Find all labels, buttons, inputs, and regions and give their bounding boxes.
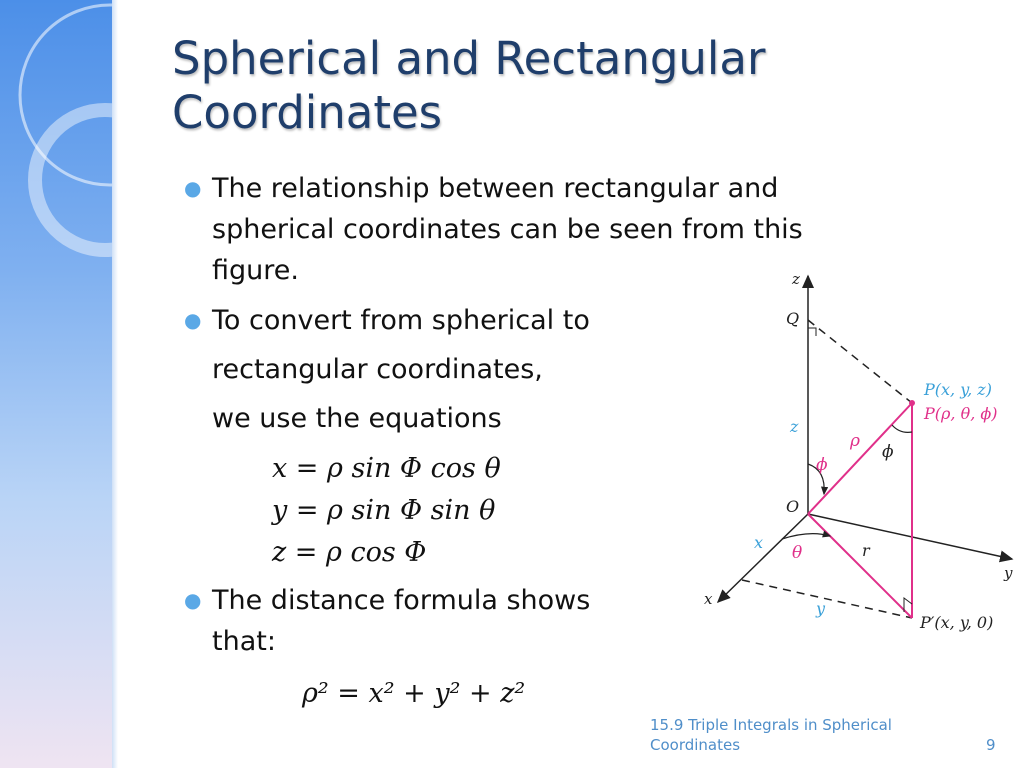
bullet-1-line-2: spherical coordinates can be seen from this [212,214,803,245]
equation-z: z = ρ cos Φ [272,537,427,568]
rho-label: ρ [850,431,860,451]
sidebar-decoration [0,0,112,768]
z-length-label: z [790,417,799,436]
y-axis [808,514,1012,559]
point-p [909,400,915,406]
x-axis-label: x [704,590,713,608]
y-length-label: y [816,599,826,618]
x-length-label: x [754,533,764,552]
bullet-2-line-1: To convert from spherical to [212,305,590,336]
theta-arc [782,534,830,539]
equation-x: x = ρ sin Φ cos θ [272,453,501,484]
bullet-1-line-3: figure. [212,255,299,286]
page-title [172,32,992,140]
phi-label-p: ϕ [882,442,894,462]
sidebar-edge [112,0,118,768]
page-number: 9 [986,736,996,754]
bullet-3-line-1: The distance formula shows [212,585,591,616]
decorative-circles [0,0,112,768]
y-axis-label: y [1004,564,1013,582]
bullet-dot-1: ● [184,176,202,200]
distance-formula: ρ² = x² + y² + z² [302,678,526,709]
p-rect-label: P(x, y, z) [924,380,992,399]
bullet-2-line-2: rectangular coordinates, [212,354,543,385]
bullet-2-line-3: we use the equations [212,403,502,434]
bullet-dot-2: ● [184,308,202,332]
phi-label-o: ϕ [816,455,828,475]
p-prime-label: P′(x, y, 0) [920,613,994,632]
theta-label: θ [792,543,803,563]
equation-y: y = ρ sin Φ sin θ [272,495,496,526]
title-line-1: Spherical and Rectangular [172,32,766,85]
footer-section [650,715,892,755]
title-line-2: Coordinates [172,86,443,139]
bullet-1-line-1: The relationship between rectangular and [212,173,779,204]
phi-arc-at-p [892,425,912,432]
dashed-q-to-p [808,320,912,403]
z-axis-label: z [792,270,800,288]
footer-section-line-2: Coordinates [650,736,741,754]
spherical-coordinates-figure [690,262,1020,642]
bullet-3-line-2: that: [212,626,276,657]
footer-section-line-1: 15.9 Triple Integrals in Spherical [650,716,892,734]
dashed-x-to-pprime [742,580,912,618]
bullet-dot-3: ● [184,588,202,612]
q-label: Q [786,309,800,328]
right-angle-q [808,328,816,336]
r-label: r [862,541,870,560]
o-label: O [786,497,800,516]
p-sph-label: P(ρ, θ, ϕ) [924,404,998,423]
